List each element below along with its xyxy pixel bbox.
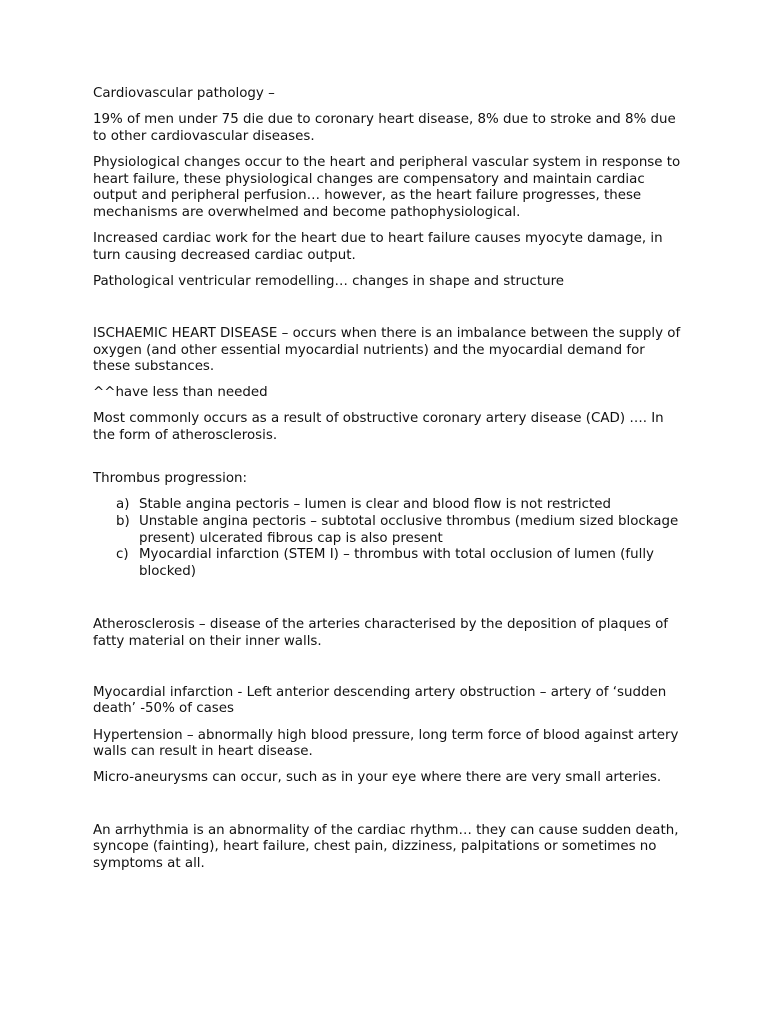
paragraph-arrhythmia: An arrhythmia is an abnormality of the cardiac rhythm… they can cause sudden death, syncope (fainting), heart failure, chest pain, dizziness, palpitations or sometimes no symptoms at all. xyxy=(93,822,679,871)
paragraph-cad: Most commonly occurs as a result of obstructive coronary artery disease (CAD) …. In the form of atherosclerosis. xyxy=(93,411,664,444)
paragraph-hypertension: Hypertension – abnormally high blood pressure, long term force of blood against artery walls can result in heart disease. xyxy=(93,727,679,760)
document-content xyxy=(93,86,683,882)
paragraph-micro-aneurysms: Micro-aneurysms can occur, such as in your eye where there are very small arteries. xyxy=(93,770,662,786)
list-item-text: Myocardial infarction (STEM I) – thrombus with total occlusion of lumen (fully blocked) xyxy=(139,547,654,579)
list-marker: a) xyxy=(116,497,130,513)
spacer xyxy=(93,300,683,326)
paragraph-atherosclerosis: Atherosclerosis – disease of the arteries characterised by the deposition of plaques of fatty material on their inner walls. xyxy=(93,617,669,649)
list-marker: c) xyxy=(116,547,129,563)
thrombus-progression-list xyxy=(93,497,683,580)
spacer xyxy=(93,797,683,823)
list-marker: b) xyxy=(116,514,130,530)
paragraph-myocardial-infarction: Myocardial infarction - Left anterior descending artery obstruction – artery of ‘sudden death’ -50% of cases xyxy=(93,684,667,717)
paragraph-statistics: 19% of men under 75 die due to coronary heart disease, 8% due to stroke and 8% due to other cardiovascular diseases. xyxy=(93,112,676,144)
list-item xyxy=(93,514,683,547)
paragraph-cardiac-work: Increased cardiac work for the heart due to heart failure causes myocyte damage, in turn causing decreased cardiac output. xyxy=(93,230,663,263)
spacer xyxy=(93,454,683,471)
spacer xyxy=(93,660,683,685)
list-item xyxy=(93,547,683,580)
paragraph-heading: Cardiovascular pathology – xyxy=(93,86,275,101)
list-item xyxy=(93,497,683,514)
paragraph-have-less: ^^have less than needed xyxy=(93,385,268,401)
paragraph-physiological-changes: Physiological changes occur to the heart and peripheral vascular system in response to heart failure, these physiological changes are compensatory and maintain cardiac output and peripheral perfusion… however, as the heart failure progresses, these mechanisms are overwhelmed and become pathophysiological. xyxy=(93,154,681,220)
paragraph-thrombus-progression: Thrombus progression: xyxy=(93,471,248,487)
spacer xyxy=(93,590,683,617)
paragraph-ischaemic-heart-disease: ISCHAEMIC HEART DISEASE – occurs when there is an imbalance between the supply of oxygen (and other essential myocardial nutrients) and the myocardial demand for these substances. xyxy=(93,325,681,375)
list-item-text: Unstable angina pectoris – subtotal occlusive thrombus (medium sized blockage present) ulcerated fibrous cap is also present xyxy=(139,514,679,546)
list-item-text: Stable angina pectoris – lumen is clear and blood flow is not restricted xyxy=(139,497,612,513)
paragraph-ventricular-remodelling: Pathological ventricular remodelling… changes in shape and structure xyxy=(93,273,565,289)
